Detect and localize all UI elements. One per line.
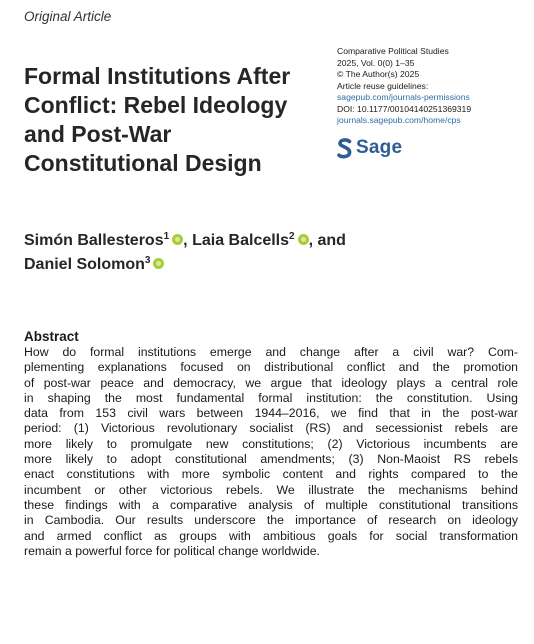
abstract-line: more likely to promulgate new constitutions; (2) Victorious incumbents are [24,436,518,451]
author-separator: , and [308,232,346,249]
abstract-section [24,328,518,559]
abstract-line: enact constitutions with more symbolic content and rights compared to the [24,467,518,482]
author-name: Daniel Solomon [24,256,145,273]
affiliation-marker: 2 [289,231,295,242]
abstract-line: incumbent or other victorious rebels. We illustrate the mechanisms behind [24,482,518,497]
affiliation-marker: 1 [163,231,170,242]
author-row [24,229,504,253]
title-line: Constitutional Design [24,150,262,176]
abstract-line: How do formal institutions emerge and change after a civil war? Com- [24,345,518,359]
orcid-icon[interactable] [153,258,164,269]
abstract-line: of post-war peace and democracy, we argue that ideology plays a central role [24,375,518,390]
abstract-line: period: (1) Victorious revolutionary socialist (RS) and secessionist rebels are [24,421,518,436]
orcid-icon[interactable] [172,234,183,245]
author-list [24,229,504,277]
article-type-label: Original Article [24,9,112,24]
sage-logo [337,137,402,159]
sage-s-icon [337,138,352,159]
journal-info [337,46,527,127]
title-line: Formal Institutions After [24,63,291,89]
abstract-heading: Abstract [24,329,79,344]
doi: DOI: 10.1177/00104140251369319 [337,103,472,114]
author-name: Laia Balcells [192,232,290,249]
title-line: and Post-War [24,121,172,147]
reuse-guidelines-label: Article reuse guidelines: [337,80,429,91]
article-title [24,62,324,178]
author-row [24,253,504,277]
abstract-line: remain a powerful force for political change worldwide. [24,543,320,558]
affiliation-marker: 3 [144,255,151,266]
abstract-body [24,345,518,559]
author-name: Simón Ballesteros [24,232,164,249]
sage-wordmark: Sage [356,137,403,158]
abstract-line: more likely to adopt constitutional amendments; (3) Non-Maoist RS rebels [24,452,518,467]
orcid-icon[interactable] [298,234,309,245]
journal-home-link[interactable]: journals.sagepub.com/home/cps [337,115,461,125]
author-separator: , [183,232,188,249]
abstract-line: and armed conflict as groups with ambitious goals for social transformation [24,528,518,543]
abstract-line: in shaping the most fundamental formal institution: the constitution. Using [24,390,518,405]
reuse-guidelines-link[interactable]: sagepub.com/journals-permissions [337,92,470,102]
journal-volume: 2025, Vol. 0(0) 1–35 [337,57,415,68]
abstract-line: in Cambodia. Our results underscore the importance of research on ideology [24,513,518,528]
abstract-line: these findings with a comparative analysis of multiple constitutional transitions [24,497,518,512]
copyright-notice: © The Author(s) 2025 [337,69,420,79]
abstract-line: plementing explanations focused on distributional conflict and the promotion [24,360,518,375]
journal-name: Comparative Political Studies [337,46,449,56]
title-line: Conflict: Rebel Ideology [24,92,288,118]
abstract-line: data from 153 civil wars between 1944–2016, we find that in the post-war [24,406,518,421]
